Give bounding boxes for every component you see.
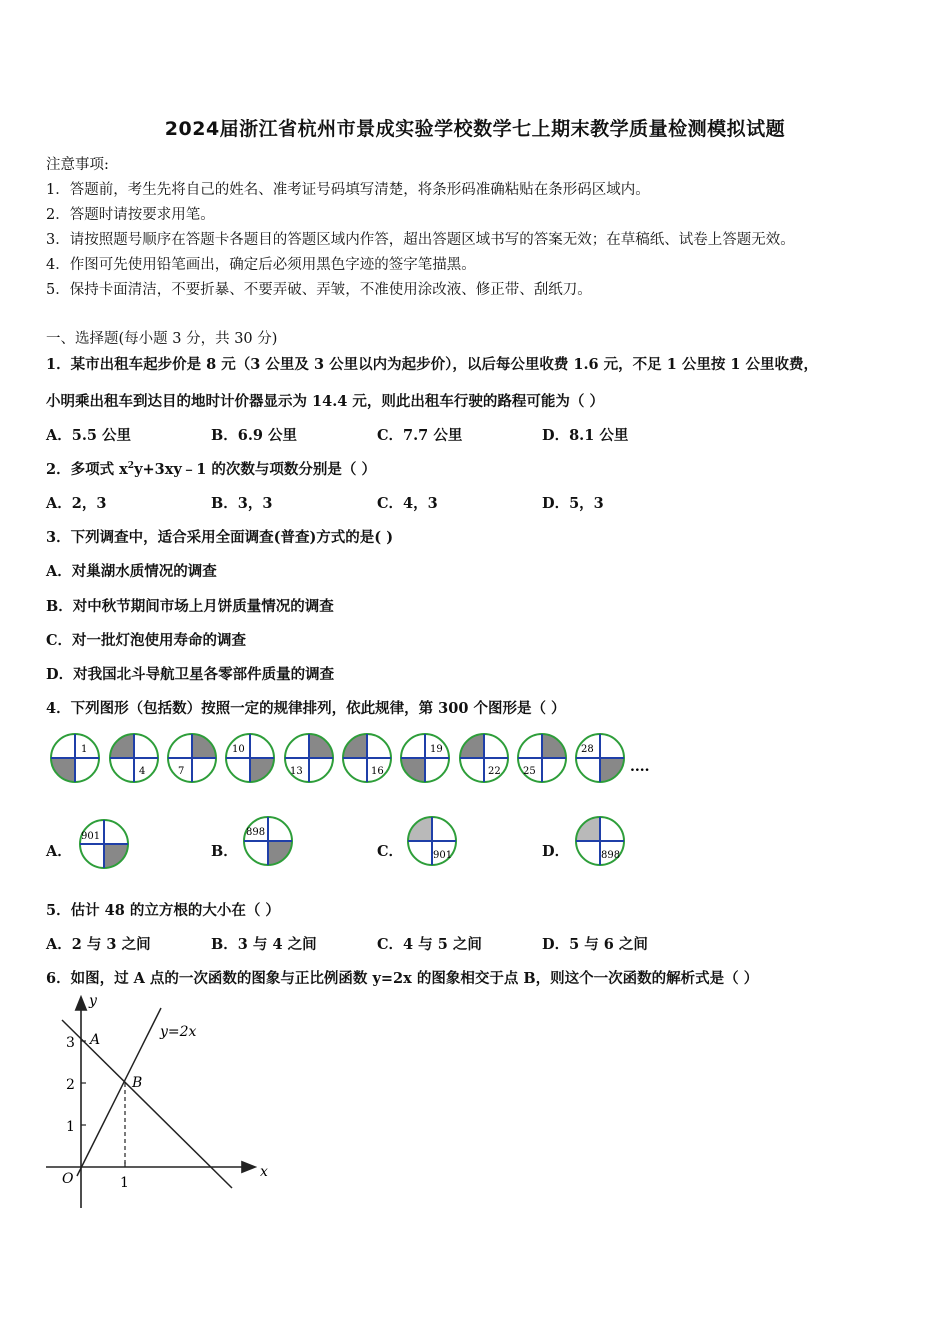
question-3-option-b: B．对中秋节期间市场上月饼质量情况的调查 [46, 598, 334, 615]
option-d-figure [576, 817, 624, 865]
option-c-number: 901 [433, 850, 453, 861]
sequence-number-10: 28 [581, 744, 594, 755]
point-a-label: A [90, 1032, 101, 1048]
sequence-number-4: 10 [232, 744, 245, 755]
sequence-number-6: 16 [371, 766, 384, 777]
sequence-ellipsis: .... [630, 759, 650, 775]
sequence-figure-3 [168, 734, 216, 782]
question-1-option-d: D．8.1 公里 [542, 427, 629, 444]
sequence-number-9: 25 [523, 766, 536, 777]
sequence-figure-1 [51, 734, 99, 782]
question-3-option-d: D．对我国北斗导航卫星各零部件质量的调查 [46, 666, 335, 683]
question-4-option-b-label: B． [211, 843, 238, 860]
x-tick-label-1: 1 [120, 1175, 129, 1191]
notice-item-3: 3．请按照题号顺序在答题卡各题目的答题区域内作答，超出答题区域书写的答案无效；在草稿纸、试卷上答题无效。 [46, 232, 795, 248]
sequence-figure-6 [343, 734, 391, 782]
question-2-option-b: B．3，3 [211, 495, 273, 512]
axis-y-label: y [89, 993, 97, 1009]
sequence-figure-7 [401, 734, 449, 782]
question-5-option-a: A．2 与 3 之间 [46, 936, 151, 953]
question-2-option-a: A．2，3 [46, 495, 107, 512]
pattern-sequence [0, 725, 700, 795]
question-4-stem: 4．下列图形（包括数）按照一定的规律排列，依此规律，第 300 个图形是（ ） [46, 700, 566, 717]
option-a-figure [80, 820, 128, 868]
question-4-option-d-label: D． [542, 843, 570, 860]
notice-item-4: 4．作图可先使用铅笔画出，确定后必须用黑色字迹的签字笔描黑。 [46, 257, 476, 273]
question-5-option-c: C．4 与 5 之间 [377, 936, 482, 953]
question-4-option-figures [0, 810, 700, 880]
y-tick-label-1: 1 [66, 1119, 75, 1135]
option-c-figure [408, 817, 456, 865]
sequence-number-2: 4 [139, 766, 146, 777]
section-heading: 一、选择题(每小题 3 分，共 30 分) [46, 331, 278, 347]
line-equation-label: y=2x [160, 1024, 197, 1040]
question-3-stem: 3．下列调查中，适合采用全面调查(普查)方式的是( ) [46, 529, 394, 546]
line-through-a-b [62, 1020, 232, 1188]
sequence-number-7: 19 [430, 744, 443, 755]
sequence-number-3: 7 [178, 766, 185, 777]
point-b-label: B [132, 1075, 143, 1091]
question-2-exponent: 2 [127, 461, 135, 472]
question-1-option-a: A．5.5 公里 [46, 427, 132, 444]
question-2-option-c: C．4，3 [377, 495, 438, 512]
notice-item-1: 1．答题前，考生先将自己的姓名、准考证号码填写清楚，将条形码准确粘贴在条形码区域内。 [46, 182, 650, 198]
y-tick-label-3: 3 [66, 1035, 75, 1051]
question-3-option-a: A．对巢湖水质情况的调查 [46, 563, 217, 580]
question-2-option-d: D．5，3 [542, 495, 604, 512]
option-b-figure [244, 817, 292, 865]
question-2-stem-post: y+3xy﹣1 的次数与项数分别是（ ） [134, 461, 376, 478]
axis-x-label: x [260, 1164, 268, 1180]
notice-item-5: 5．保持卡面清洁，不要折暴、不要弄破、弄皱，不准使用涂改液、修正带、刮纸刀。 [46, 282, 592, 298]
notice-item-2: 2．答题时请按要求用笔。 [46, 207, 215, 223]
question-5-option-b: B．3 与 4 之间 [211, 936, 317, 953]
sequence-figure-2 [110, 734, 158, 782]
exam-title: 2024届浙江省杭州市景成实验学校数学七上期末教学质量检测模拟试题 [164, 118, 786, 140]
question-2-stem-pre: 2．多项式 x [46, 461, 128, 478]
sequence-figure-4 [226, 734, 274, 782]
sequence-figure-9 [518, 734, 566, 782]
sequence-figure-10 [576, 734, 624, 782]
sequence-figure-5 [285, 734, 333, 782]
question-4-option-a-label: A． [46, 843, 72, 860]
y-tick-label-2: 2 [66, 1077, 75, 1093]
origin-label: O [62, 1171, 74, 1187]
sequence-number-1: 1 [81, 744, 88, 755]
question-1-option-b: B．6.9 公里 [211, 427, 298, 444]
question-1-line-2: 小明乘出租车到达目的地时计价器显示为 14.4 元，则此出租车行驶的路程可能为（ ） [46, 393, 604, 410]
function-graph [40, 990, 290, 1215]
question-4-option-c-label: C． [377, 843, 404, 860]
option-a-number: 901 [81, 831, 101, 842]
question-5-stem: 5．估计 48 的立方根的大小在（ ） [46, 902, 280, 919]
option-b-number: 898 [246, 827, 266, 838]
option-d-number: 898 [601, 850, 621, 861]
question-1-option-c: C．7.7 公里 [377, 427, 463, 444]
sequence-figure-8 [460, 734, 508, 782]
question-3-option-c: C．对一批灯泡使用寿命的调查 [46, 632, 247, 649]
notice-heading: 注意事项: [46, 157, 109, 173]
sequence-number-8: 22 [488, 766, 501, 777]
question-2-stem [46, 458, 376, 479]
question-6-stem: 6．如图，过 A 点的一次函数的图象与正比例函数 y=2x 的图象相交于点 B，则这个一次函数的解析式是（ ） [46, 970, 759, 987]
question-5-option-d: D．5 与 6 之间 [542, 936, 648, 953]
question-1-line-1: 1．某市出租车起步价是 8 元（3 公里及 3 公里以内为起步价），以后每公里收费 1.6 元，不足 1 公里按 1 公里收费， [46, 356, 819, 373]
sequence-number-5: 13 [290, 766, 303, 777]
